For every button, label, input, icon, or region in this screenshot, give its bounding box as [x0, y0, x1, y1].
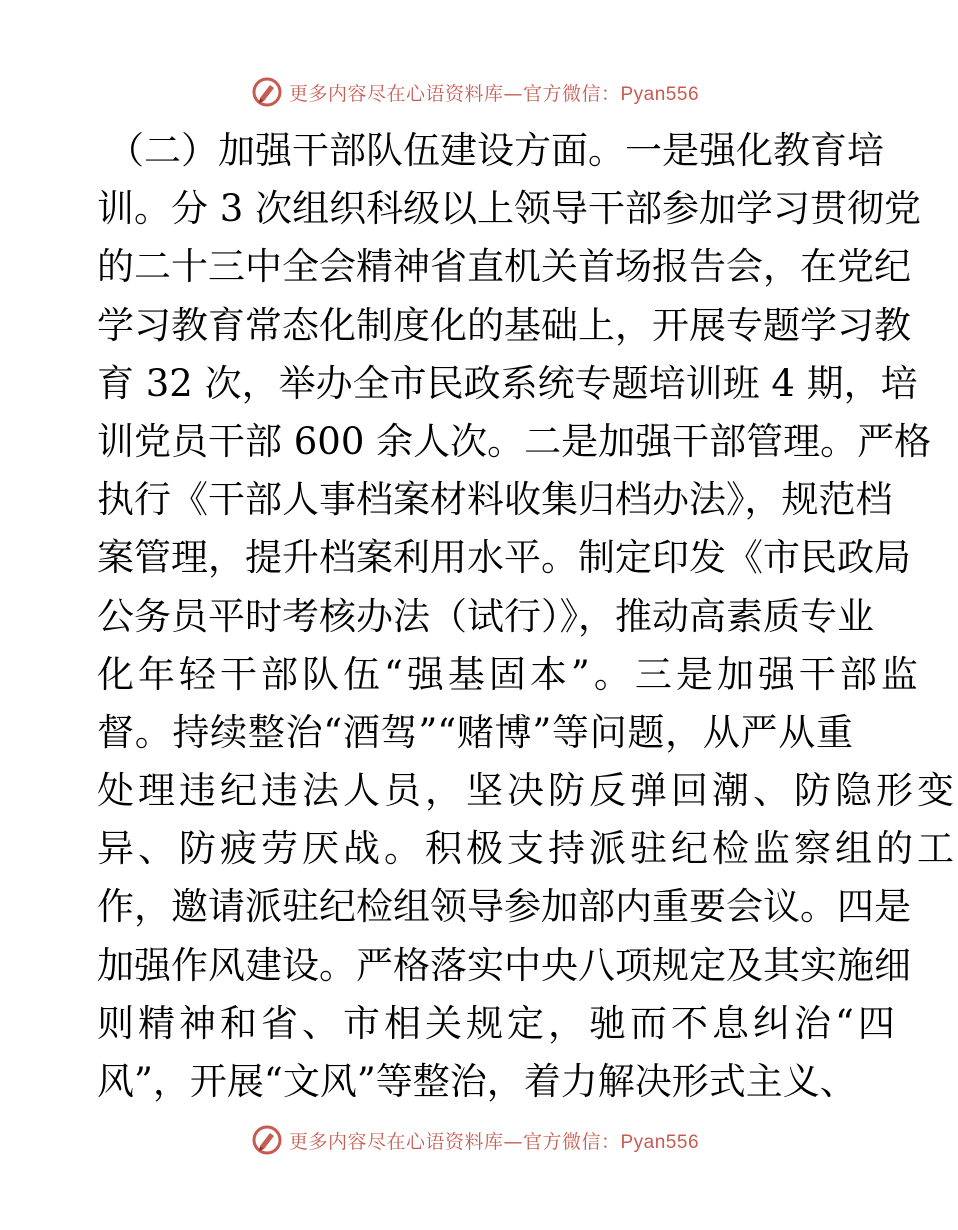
text-line: 公务员平时考核办法（试行）》，推动高素质专业	[97, 594, 874, 638]
document-paragraph	[97, 122, 958, 1111]
text-line: 处理违纪违法人员，坚决防反弹回潮、防隐形变	[97, 769, 958, 813]
watermark-footer	[0, 1122, 950, 1158]
watermark-text: 更多内容尽在心语资料库—官方微信：Pyan556	[288, 82, 700, 105]
pen-circle-logo-icon	[251, 76, 283, 108]
pen-circle-logo-icon	[251, 1124, 283, 1156]
watermark-handle: Pyan556	[620, 83, 700, 105]
text-line: 督。持续整治“酒驾”“赌博”等问题，从严从重	[97, 710, 853, 754]
text-line: 异、防疲劳厌战。积极支持派驻纪检监察组的工	[97, 827, 958, 871]
text-line: 则精神和省、市相关规定，驰而不息纠治“四	[97, 1001, 899, 1045]
text-line: 学习教育常态化制度化的基础上，开展专题学习教	[97, 303, 911, 347]
text-line: 作，邀请派驻纪检组领导参加部内重要会议。四是	[97, 885, 911, 929]
text-line: 训党员干部 600 余人次。二是加强干部管理。严格	[97, 419, 932, 463]
text-line: 执行《干部人事档案材料收集归档办法》，规范档	[97, 478, 893, 522]
text-line: 的二十三中全会精神省直机关首场报告会，在党纪	[97, 245, 911, 289]
watermark-text: 更多内容尽在心语资料库—官方微信：Pyan556	[288, 1130, 700, 1153]
watermark-handle: Pyan556	[620, 1131, 700, 1153]
text-line: 案管理，提升档案利用水平。制定印发《市民政局	[97, 536, 911, 580]
text-line: （二）加强干部队伍建设方面。一是强化教育培	[107, 129, 884, 172]
text-line: 训。分 3 次组织科级以上领导干部参加学习贯彻党	[97, 187, 922, 231]
text-line: 育 32 次，举办全市民政系统专题培训班 4 期，培	[97, 361, 918, 405]
text-line: 化年轻干部队伍“强基固本”。三是加强干部监	[97, 652, 922, 696]
text-line: 风”，开展“文风”等整治，着力解决形式主义、	[97, 1060, 857, 1103]
watermark-header	[0, 74, 950, 110]
text-line: 加强作风建设。严格落实中央八项规定及其实施细	[97, 943, 911, 987]
